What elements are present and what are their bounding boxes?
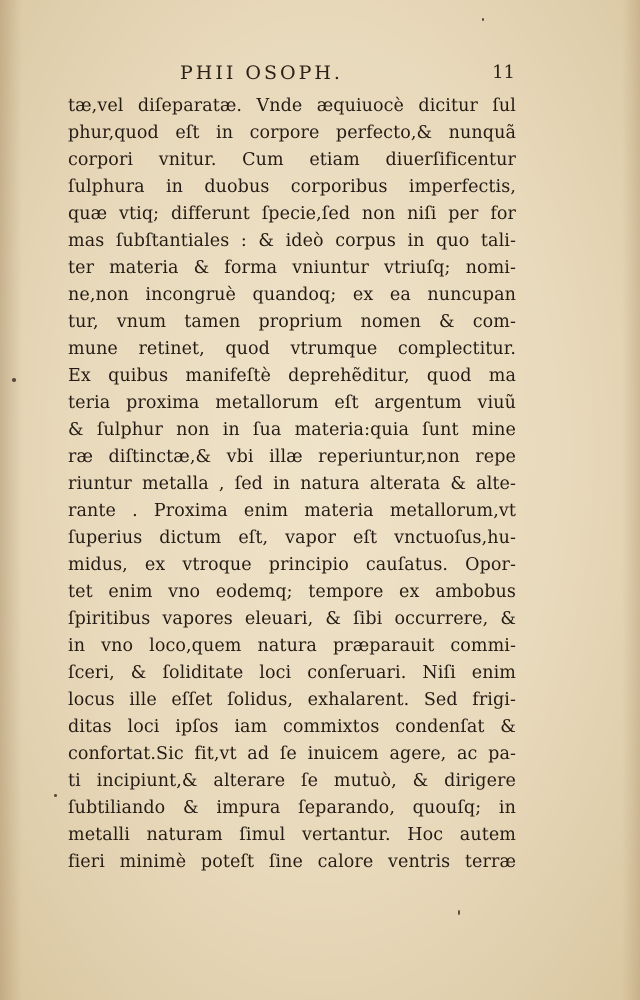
text-line: ditas loci ipſos iam commixtos condenſat & bbox=[68, 717, 516, 737]
text-line: tur, vnum tamen proprium nomen & com- bbox=[68, 312, 516, 332]
running-head: PHII OSOPH. bbox=[180, 62, 343, 84]
ink-speck bbox=[54, 794, 57, 797]
page-header bbox=[70, 62, 515, 92]
text-line: riuntur metalla , ſed in natura alterata & alte- bbox=[68, 474, 516, 494]
text-line: confortat.Sic fit,vt ad ſe inuicem agere, ac pa- bbox=[68, 744, 516, 764]
text-line: ſpiritibus vapores eleuari, & ſibi occurrere, & bbox=[68, 609, 516, 629]
text-line: corpori vnitur. Cum etiam diuerſificentur bbox=[68, 150, 516, 170]
text-line: midus, ex vtroque principio cauſatus. Opor- bbox=[68, 555, 516, 575]
text-line: ſuperius dictum eſt, vapor eſt vnctuoſus,hu- bbox=[68, 528, 516, 548]
text-line: mune retinet, quod vtrumque complectitur. bbox=[68, 339, 516, 359]
page-number: 11 bbox=[492, 62, 515, 83]
text-line: metalli naturam ſimul vertantur. Hoc autem bbox=[68, 825, 516, 845]
text-line: in vno loco,quem natura præparauit commi- bbox=[68, 636, 516, 656]
text-line: ræ diſtinctæ,& vbi illæ reperiuntur,non repe bbox=[68, 447, 516, 467]
text-line: ſceri, & ſoliditate loci conſeruari. Niſi enim bbox=[68, 663, 516, 683]
text-line: locus ille eſſet ſolidus, exhalarent. Sed frigi- bbox=[68, 690, 516, 710]
text-line: Ex quibus manifeſtè deprehẽditur, quod ma bbox=[68, 366, 516, 386]
text-line: ſulphura in duobus corporibus imperfectis, bbox=[68, 177, 516, 197]
text-line: tæ,vel diſeparatæ. Vnde æquiuocè dicitur ſul bbox=[68, 96, 516, 116]
text-line: quæ vtiq; differunt ſpecie,ſed non niſi per for bbox=[68, 204, 516, 224]
text-line: ſubtiliando & impura ſeparando, quouſq; in bbox=[68, 798, 516, 818]
text-line: phur,quod eſt in corpore perfecto,& nunquã bbox=[68, 123, 516, 143]
ink-speck bbox=[458, 910, 460, 915]
text-line: mas ſubſtantiales : & ideò corpus in quo tali- bbox=[68, 231, 516, 251]
text-line: ter materia & forma vniuntur vtriuſq; nomi- bbox=[68, 258, 516, 278]
text-line: rante . Proxima enim materia metallorum,vt bbox=[68, 501, 516, 521]
text-line: & ſulphur non in ſua materia:quia ſunt mine bbox=[68, 420, 516, 440]
ink-speck bbox=[12, 378, 16, 382]
text-line: fieri minimè poteſt ſine calore ventris terræ bbox=[68, 852, 516, 872]
text-line: teria proxima metallorum eſt argentum viuũ bbox=[68, 393, 516, 413]
body-text bbox=[68, 93, 516, 876]
text-line: tet enim vno eodemq; tempore ex ambobus bbox=[68, 582, 516, 602]
ink-speck bbox=[482, 18, 484, 21]
text-line: ti incipiunt,& alterare ſe mutuò, & dirigere bbox=[68, 771, 516, 791]
text-line: ne,non incongruè quandoq; ex ea nuncupan bbox=[68, 285, 516, 305]
